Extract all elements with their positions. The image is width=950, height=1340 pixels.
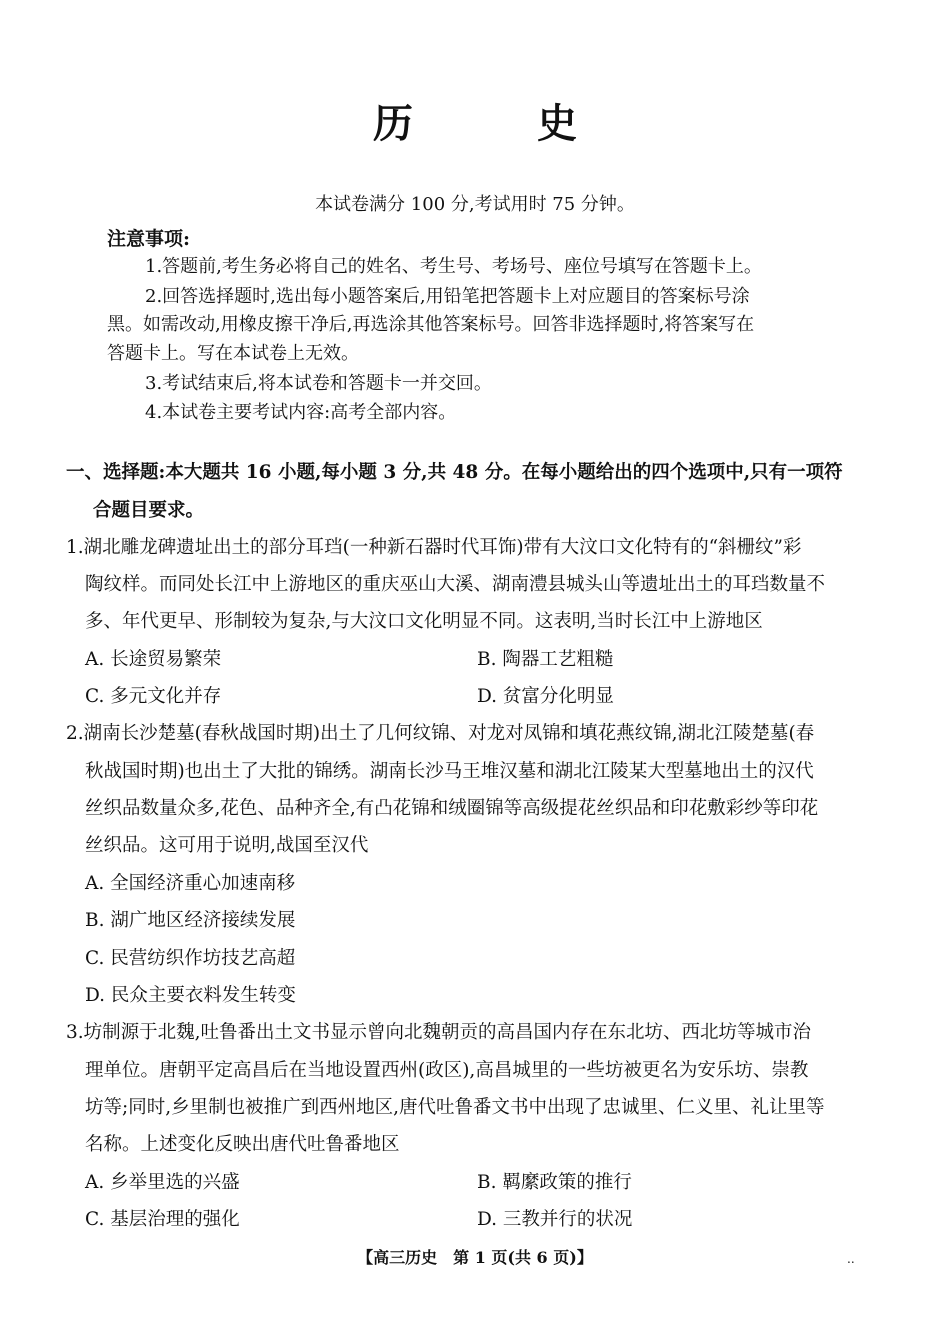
question-1-option-d: D. 贫富分化明显 [477, 686, 614, 707]
section-heading-line-1: 一、选择题:本大题共 16 小题,每小题 3 分,共 48 分。在每小题给出的四个选项中,只有一项符 [66, 462, 843, 483]
question-3-option-c: C. 基层治理的强化 [85, 1209, 240, 1230]
notice-line-3: 黑。如需改动,用橡皮擦干净后,再选涂其他答案标号。回答非选择题时,将答案写在 [107, 314, 755, 335]
footer-mark: .. [847, 1252, 855, 1266]
question-3-line-2: 理单位。唐朝平定高昌后在当地设置西州(政区),高昌城里的一些坊被更名为安乐坊、崇教 [85, 1060, 809, 1081]
question-2-option-b: B. 湖广地区经济接续发展 [85, 910, 296, 931]
question-3-option-d: D. 三教并行的状况 [477, 1209, 633, 1230]
question-2-option-d: D. 民众主要衣料发生转变 [85, 985, 296, 1006]
exam-info: 本试卷满分 100 分,考试用时 75 分钟。 [315, 194, 635, 215]
notice-line-6: 4.本试卷主要考试内容:高考全部内容。 [145, 402, 457, 423]
question-1-line-3: 多、年代更早、形制较为复杂,与大汶口文化明显不同。这表明,当时长江中上游地区 [85, 611, 763, 632]
question-1-line-1: 1.湖北雕龙碑遗址出土的部分耳珰(一种新石器时代耳饰)带有大汶口文化特有的“斜栅纹”彩 [66, 537, 802, 558]
page-footer: 【高三历史 第 1 页(共 6 页)】 [357, 1248, 593, 1267]
question-2-option-a: A. 全国经济重心加速南移 [85, 873, 296, 894]
question-3-line-3: 坊等;同时,乡里制也被推广到西州地区,唐代吐鲁番文书中出现了忠诚里、仁义里、礼让里等 [85, 1097, 825, 1118]
question-1-option-a: A. 长途贸易繁荣 [85, 649, 222, 670]
notice-line-1: 1.答题前,考生务必将自己的姓名、考生号、考场号、座位号填写在答题卡上。 [145, 256, 762, 277]
notice-heading: 注意事项: [107, 228, 191, 250]
question-3-line-1: 3.坊制源于北魏,吐鲁番出土文书显示曾向北魏朝贡的高昌国内存在东北坊、西北坊等城市治 [66, 1022, 812, 1043]
question-2-line-3: 丝织品数量众多,花色、品种齐全,有凸花锦和绒圈锦等高级提花丝织品和印花敷彩纱等印花 [85, 798, 819, 819]
question-1-option-b: B. 陶器工艺粗糙 [477, 649, 614, 670]
page-title [0, 92, 950, 149]
notice-line-5: 3.考试结束后,将本试卷和答题卡一并交回。 [145, 373, 492, 394]
notice-line-2: 2.回答选择题时,选出每小题答案后,用铅笔把答题卡上对应题目的答案标号涂 [145, 286, 750, 307]
question-3-option-a: A. 乡举里选的兴盛 [85, 1172, 240, 1193]
question-2-line-1: 2.湖南长沙楚墓(春秋战国时期)出土了几何纹锦、对龙对凤锦和填花燕纹锦,湖北江陵楚墓(春 [66, 723, 815, 744]
question-3-option-b: B. 羁縻政策的推行 [477, 1172, 632, 1193]
question-2-option-c: C. 民营纺织作坊技艺高超 [85, 948, 296, 969]
question-2-line-4: 丝织品。这可用于说明,战国至汉代 [85, 835, 369, 856]
question-1-line-2: 陶纹样。而同处长江中上游地区的重庆巫山大溪、湖南澧县城头山等遗址出土的耳珰数量不 [85, 574, 826, 595]
section-heading-line-2: 合题目要求。 [93, 500, 205, 521]
notice-line-4: 答题卡上。写在本试卷上无效。 [107, 343, 359, 364]
title-char-2: 史 [537, 100, 577, 147]
question-1-option-c: C. 多元文化并存 [85, 686, 222, 707]
title-char-1: 历 [373, 100, 413, 147]
question-2-line-2: 秋战国时期)也出土了大批的锦绣。湖南长沙马王堆汉墓和湖北江陵某大型墓地出土的汉代 [85, 761, 814, 782]
question-3-line-4: 名称。上述变化反映出唐代吐鲁番地区 [85, 1134, 400, 1155]
